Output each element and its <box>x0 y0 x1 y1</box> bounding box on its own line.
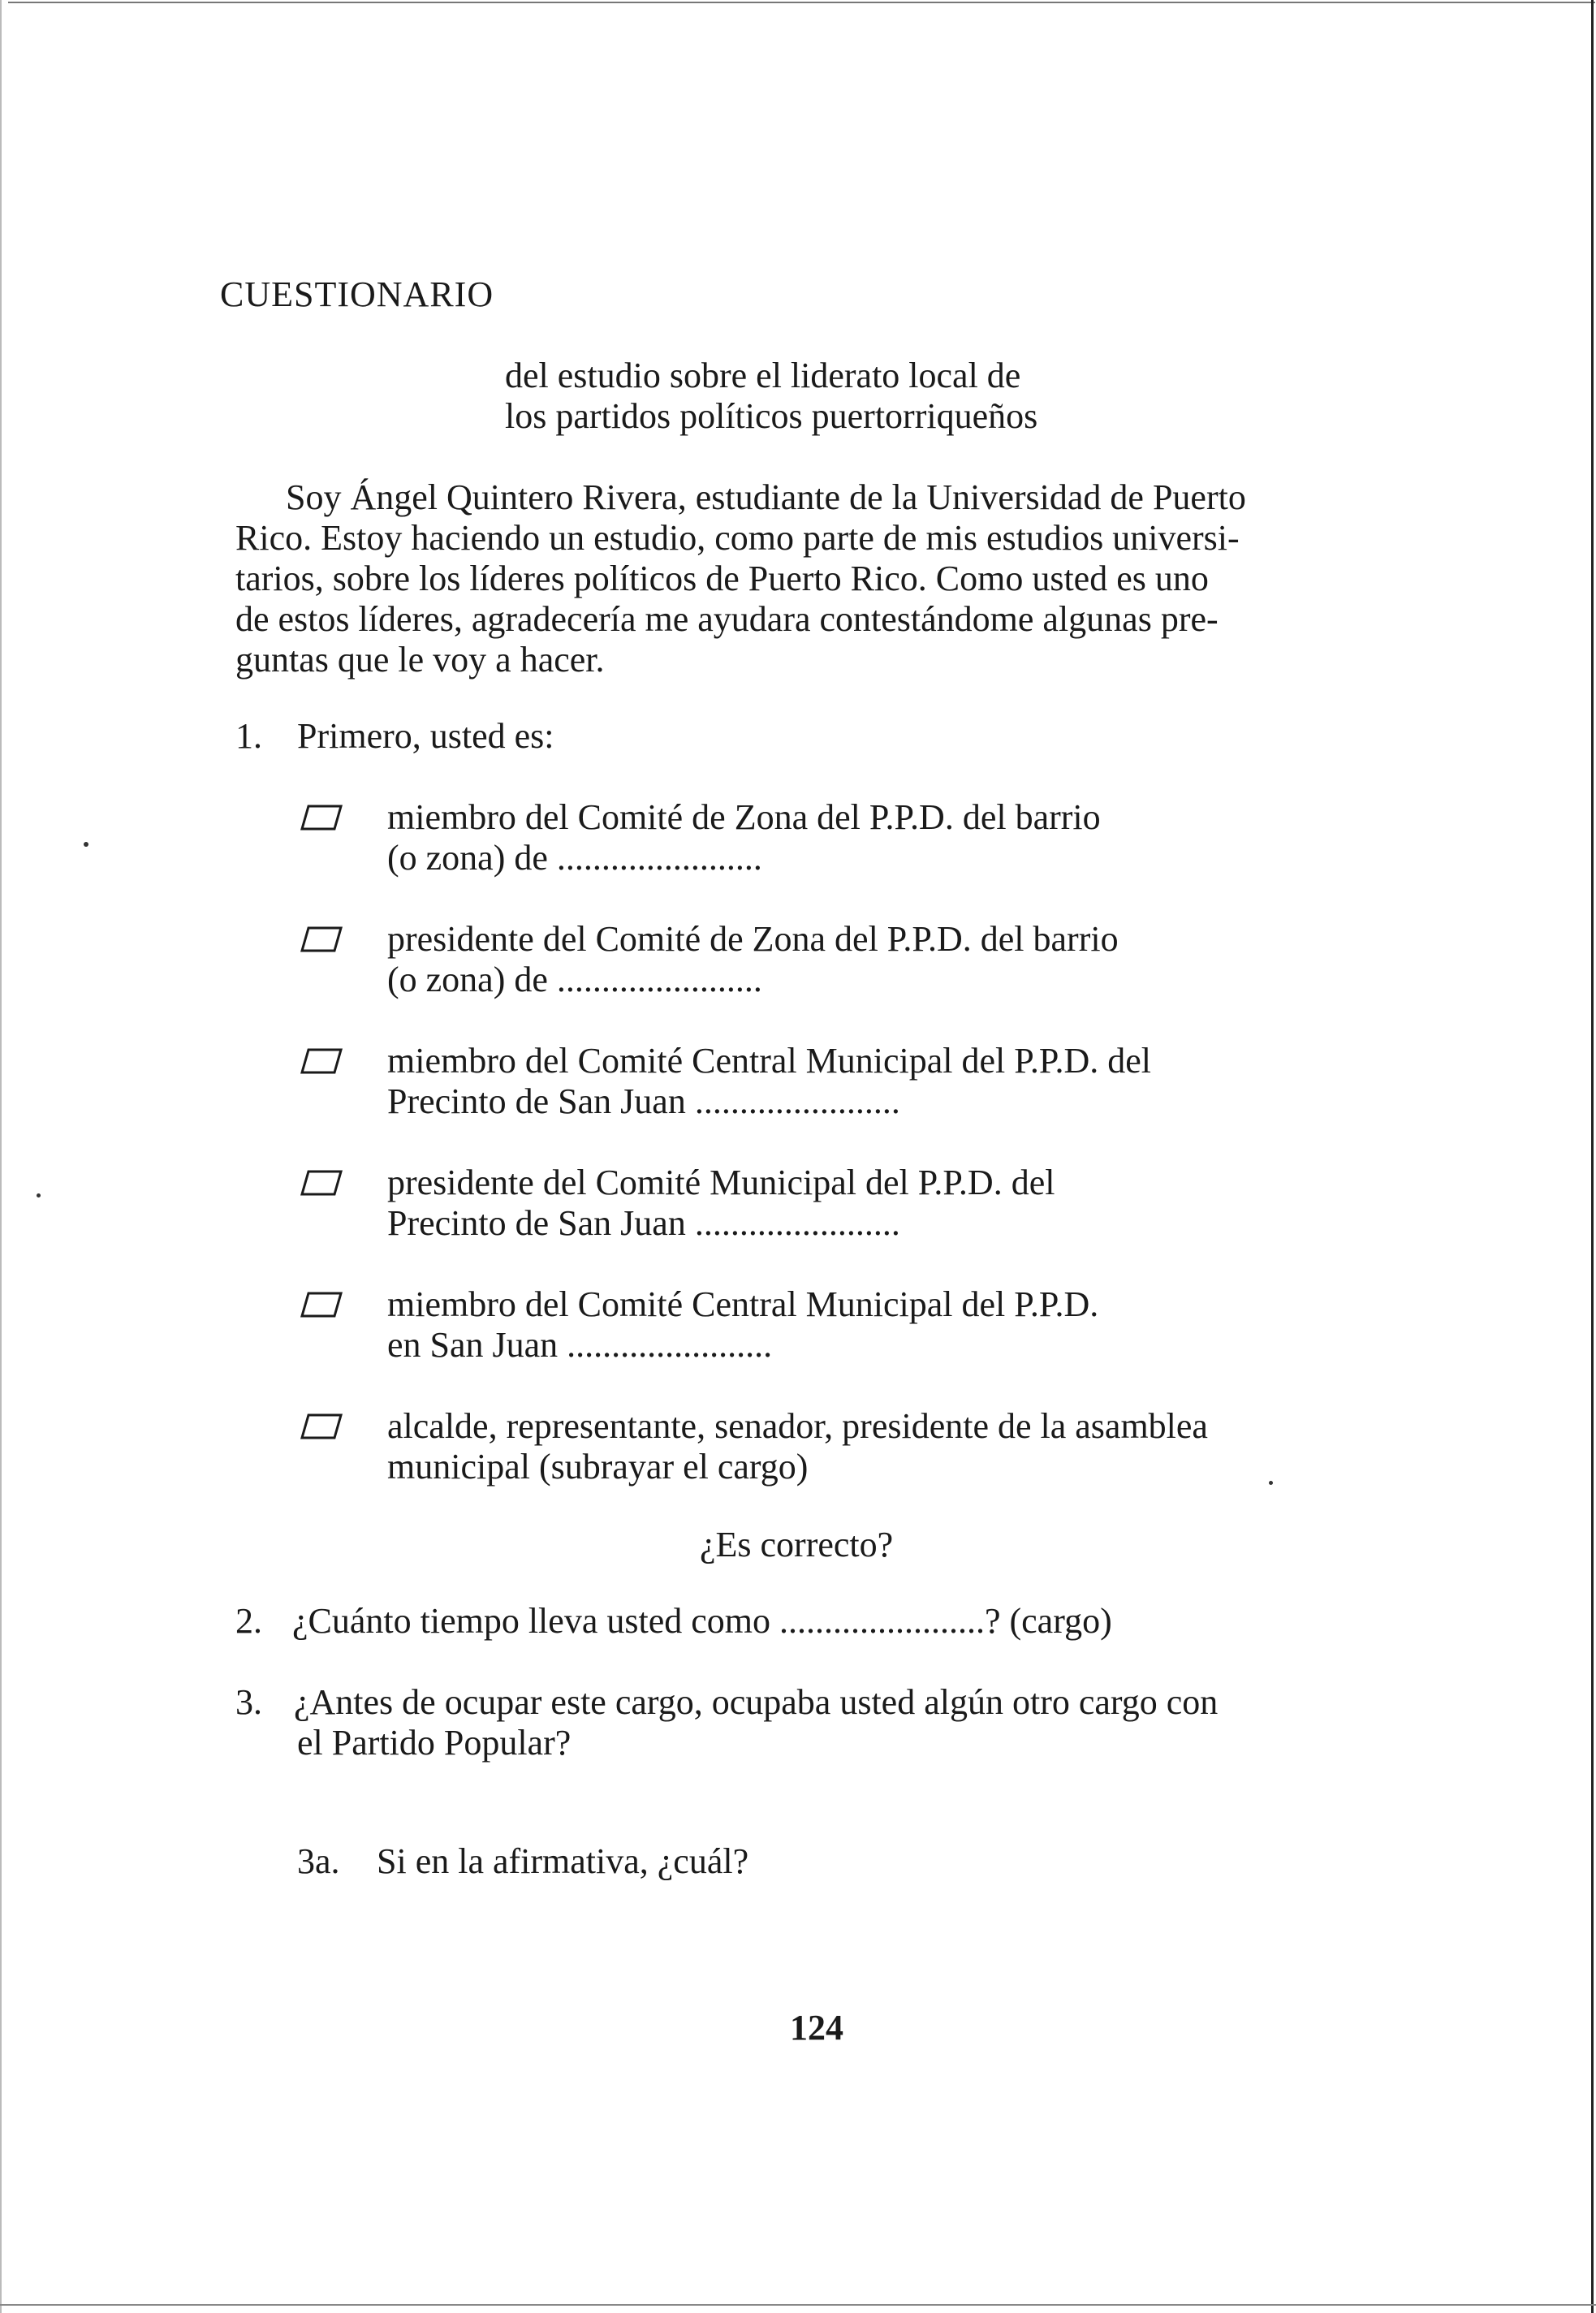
scan-speck <box>1269 1481 1273 1485</box>
checkbox-icon[interactable] <box>300 1047 343 1075</box>
intro-line-4: de estos líderes, agradecería me ayudara contestándome algunas pre- <box>235 599 1219 639</box>
option-line-2: (o zona) de ....................... <box>387 838 762 878</box>
intro-line-3: tarios, sobre los líderes políticos de Puerto Rico. Como usted es uno <box>235 559 1209 598</box>
option-line-2: (o zona) de ....................... <box>387 960 762 999</box>
page-edge-right <box>1591 0 1594 2313</box>
option-line-2: municipal (subrayar el cargo) <box>387 1447 809 1487</box>
question-3-line-1: ¿Antes de ocupar este cargo, ocupaba usted algún otro cargo con <box>294 1682 1219 1722</box>
subtitle-line-2: los partidos políticos puertorriqueños <box>505 396 1038 436</box>
option-line-1: miembro del Comité de Zona del P.P.D. del barrio <box>387 797 1101 837</box>
option-line-1: presidente del Comité de Zona del P.P.D. del barrio <box>387 919 1119 959</box>
intro-line-1: Soy Ángel Quintero Rivera, estudiante de la Universidad de Puerto <box>286 477 1246 517</box>
page-number: 124 <box>790 2008 843 2048</box>
question-2-number: 2. <box>235 1601 262 1641</box>
question-3-number: 3. <box>235 1682 262 1722</box>
question-3-line-2: el Partido Popular? <box>297 1723 572 1763</box>
page-edge-top <box>8 2 1595 3</box>
checkbox-icon[interactable] <box>300 926 343 953</box>
option-line-1: miembro del Comité Central Municipal del P.P.D. del <box>387 1041 1151 1081</box>
option-line-2: Precinto de San Juan ....................... <box>387 1203 900 1243</box>
option-line-2: Precinto de San Juan ....................... <box>387 1081 900 1121</box>
page-edge-bottom <box>0 2304 1596 2306</box>
question-1-text: Primero, usted es: <box>297 716 554 756</box>
checkbox-icon[interactable] <box>300 1169 343 1197</box>
option-line-1: alcalde, representante, senador, presidente de la asamblea <box>387 1406 1208 1446</box>
question-3a-number: 3a. <box>297 1841 340 1881</box>
checkbox-icon[interactable] <box>300 804 343 831</box>
question-2-text: ¿Cuánto tiempo lleva usted como .......................? (cargo) <box>292 1601 1112 1641</box>
option-line-1: presidente del Comité Municipal del P.P.D. del <box>387 1163 1055 1202</box>
intro-line-5: guntas que le voy a hacer. <box>235 640 605 680</box>
intro-line-2: Rico. Estoy haciendo un estudio, como parte de mis estudios universi- <box>235 518 1240 558</box>
scan-speck <box>37 1193 41 1197</box>
question-3a-text: Si en la afirmativa, ¿cuál? <box>377 1841 749 1881</box>
question-1-number: 1. <box>235 716 262 756</box>
subtitle-line-1: del estudio sobre el liderato local de <box>505 356 1021 395</box>
scan-speck <box>84 842 88 847</box>
checkbox-icon[interactable] <box>300 1413 343 1440</box>
confirm-question: ¿Es correcto? <box>700 1525 894 1564</box>
page-edge-left <box>0 0 2 2313</box>
option-line-2: en San Juan ....................... <box>387 1325 773 1365</box>
option-line-1: miembro del Comité Central Municipal del P.P.D. <box>387 1284 1099 1324</box>
checkbox-icon[interactable] <box>300 1291 343 1318</box>
page-title: CUESTIONARIO <box>220 274 494 314</box>
